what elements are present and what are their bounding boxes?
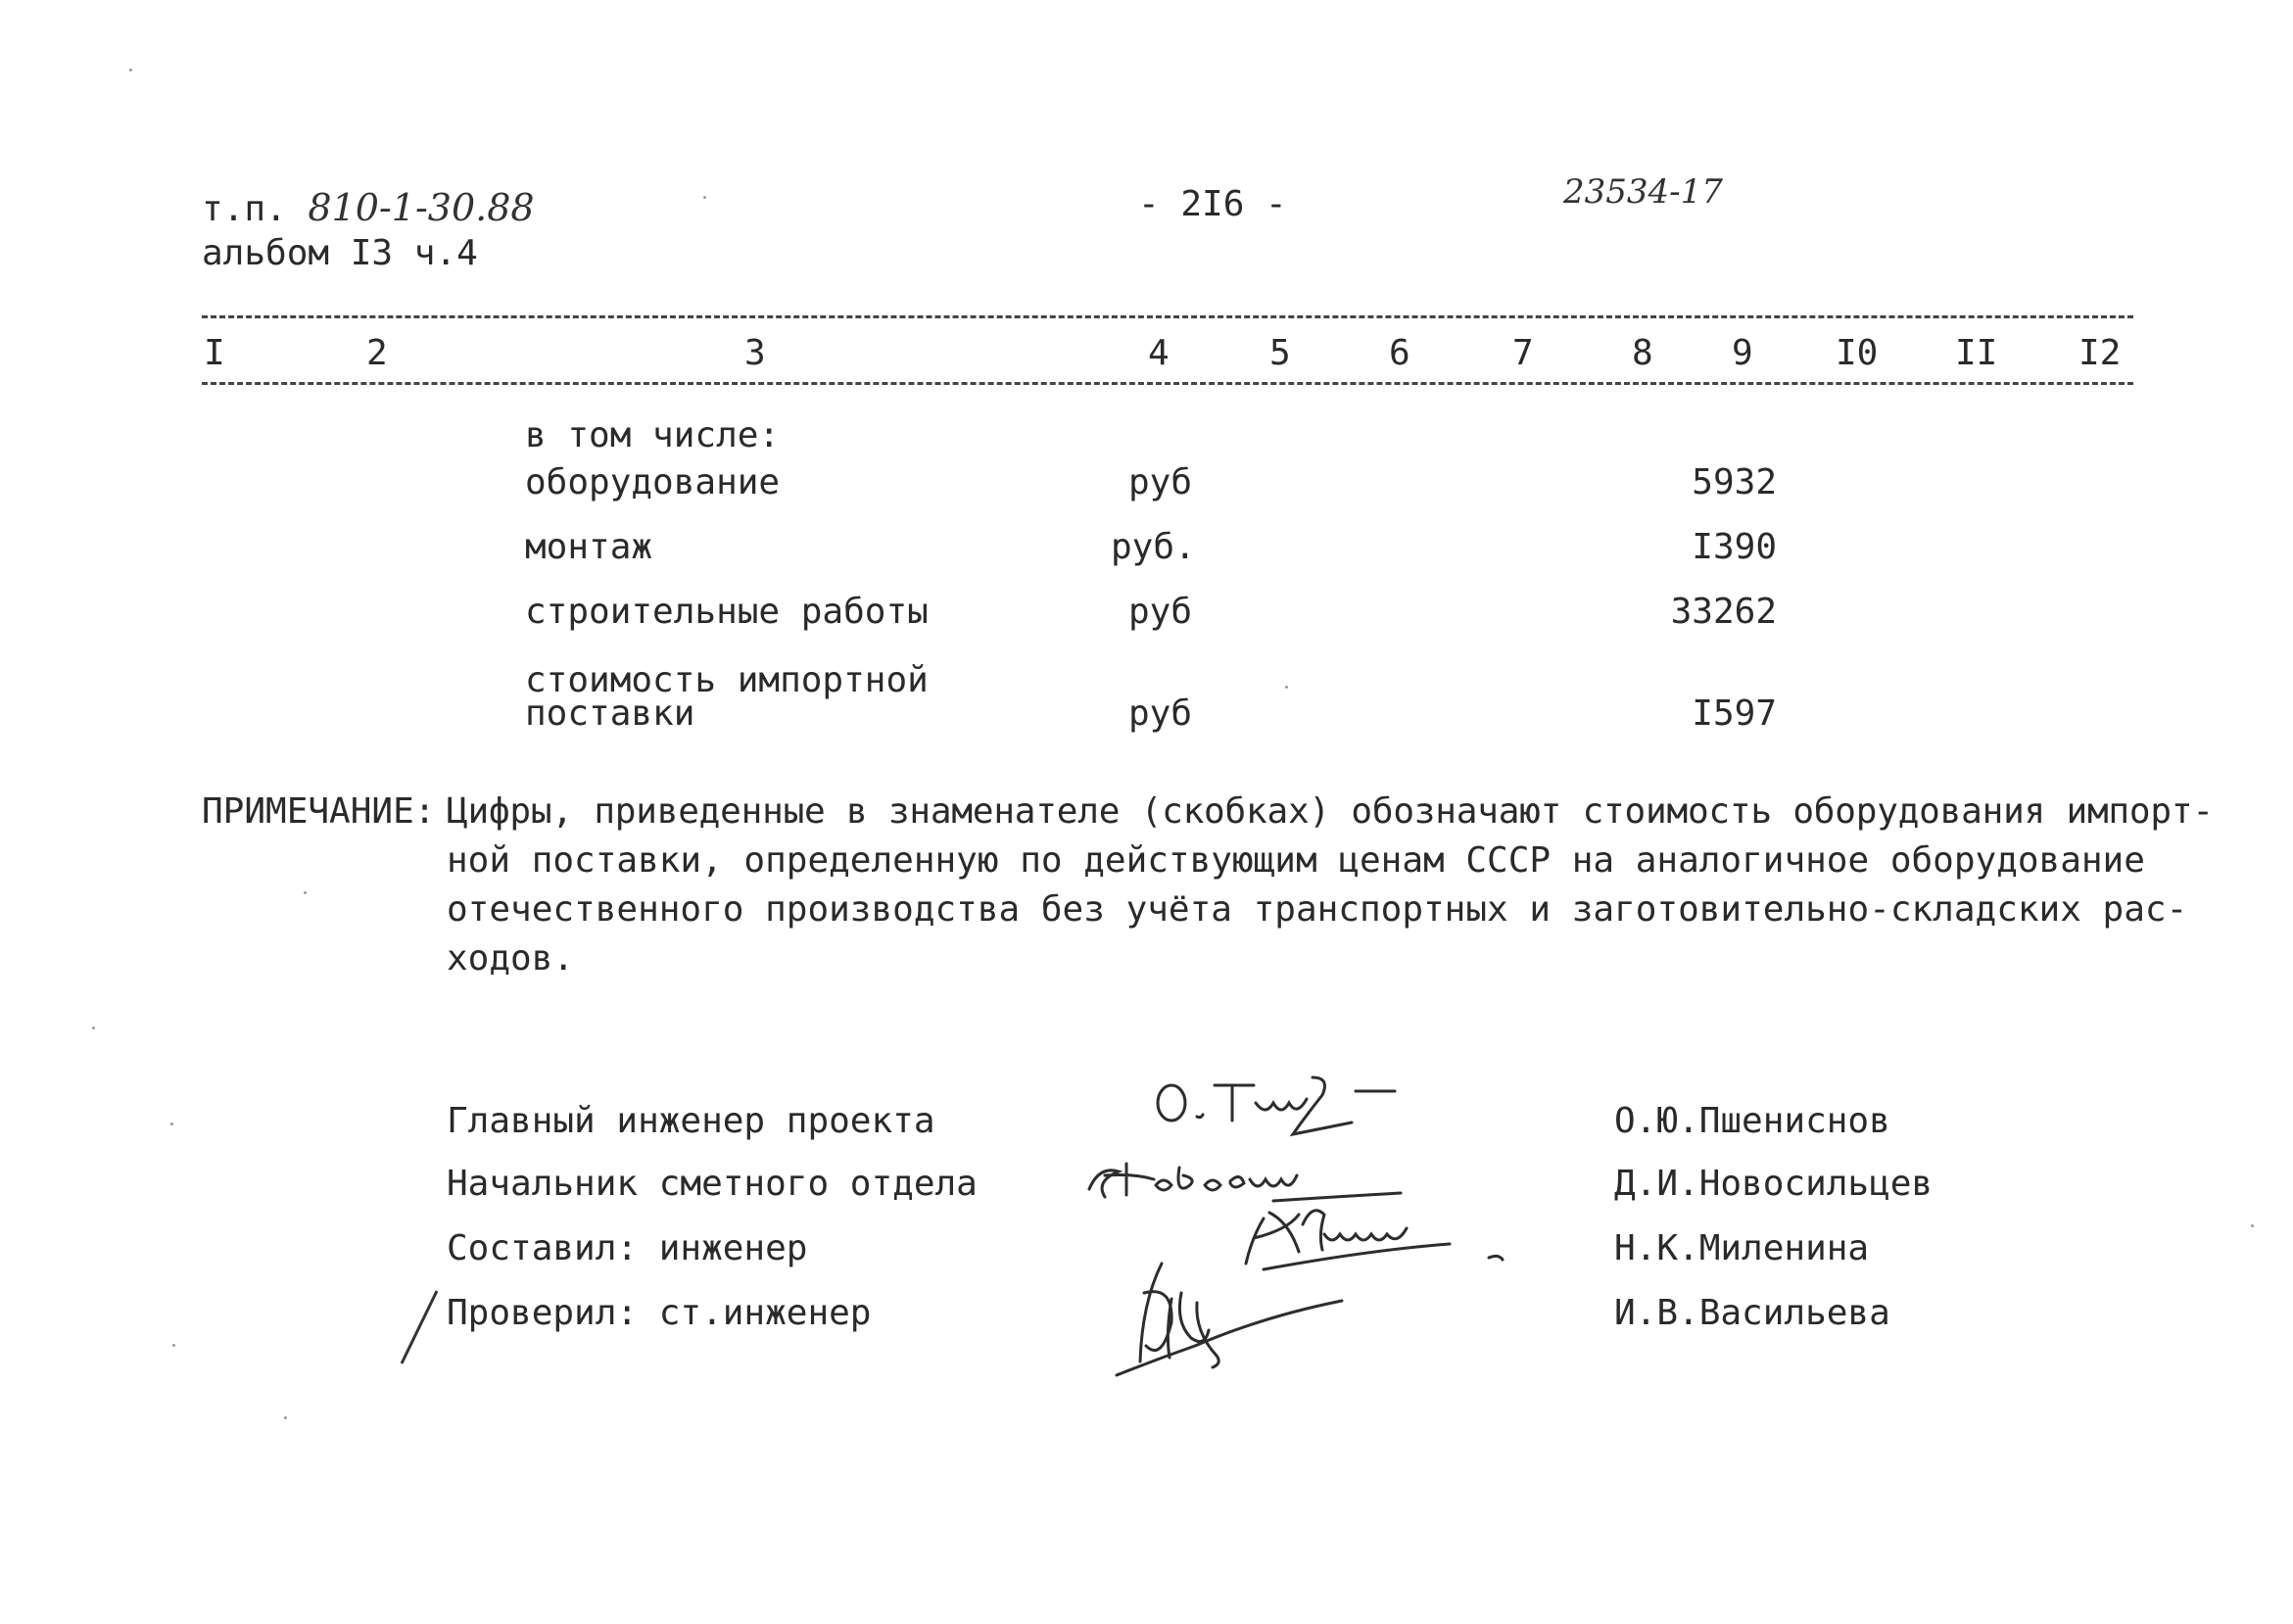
scan-speck xyxy=(304,891,307,894)
column-number: 2 xyxy=(366,333,388,373)
note-line: ной поставки, определенную по действующим ценам СССР на аналогичное оборудование xyxy=(447,840,2145,881)
row-value: 33262 xyxy=(1670,592,1777,632)
signature-1 xyxy=(1158,1077,1395,1134)
import-name-line1: стоимость импортной xyxy=(525,660,929,700)
row-value: I390 xyxy=(1692,527,1777,567)
signature-name: О.Ю.Пшениснов xyxy=(1614,1101,1890,1141)
tp-code-handwritten: 810-1-30.88 xyxy=(308,186,535,229)
signature-name: И.В.Васильева xyxy=(1614,1293,1890,1333)
inventory-number-handwritten: 23534-17 xyxy=(1563,172,1723,212)
note-line: Цифры, приведенные в знаменателе (скобках) обозначают стоимость оборудования импорт- xyxy=(447,791,2214,832)
check-slash-mark xyxy=(402,1291,437,1363)
scan-speck xyxy=(284,1416,287,1419)
column-number: 9 xyxy=(1732,333,1753,373)
note-label: ПРИМЕЧАНИЕ: xyxy=(202,791,436,832)
column-number: II xyxy=(1955,333,1998,373)
signature-name: Н.К.Миленина xyxy=(1614,1228,1870,1268)
row-name: оборудование xyxy=(525,462,781,502)
scan-speck xyxy=(172,1344,175,1347)
signature-3 xyxy=(1246,1211,1503,1269)
page-number: - 2I6 - xyxy=(1138,184,1287,224)
column-number: 6 xyxy=(1389,333,1410,373)
column-number: I0 xyxy=(1836,333,1879,373)
import-unit: руб xyxy=(1128,693,1193,734)
album-label: альбом I3 ч.4 xyxy=(202,233,478,273)
column-number: I xyxy=(204,333,225,373)
scan-speck xyxy=(703,196,706,199)
signature-role: Главный инженер проекта xyxy=(447,1101,935,1141)
row-unit: руб. xyxy=(1111,527,1196,567)
scan-speck xyxy=(2251,1224,2254,1227)
scan-speck xyxy=(1285,686,1288,689)
row-unit: руб xyxy=(1128,592,1193,632)
column-number: I2 xyxy=(2078,333,2122,373)
column-number: 5 xyxy=(1269,333,1291,373)
row-name: строительные работы xyxy=(525,592,929,632)
scan-speck xyxy=(170,1122,173,1125)
scan-speck xyxy=(129,69,132,72)
signature-role: Проверил: ст.инженер xyxy=(447,1293,872,1333)
signature-2 xyxy=(1089,1164,1401,1201)
signature-4 xyxy=(1117,1264,1342,1375)
row-name: монтаж xyxy=(525,527,653,567)
note-line: отечественного производства без учёта транспортных и заготовительно-складских рас- xyxy=(447,889,2188,930)
column-number: 8 xyxy=(1632,333,1653,373)
note-line: ходов. xyxy=(447,938,575,979)
column-number: 7 xyxy=(1512,333,1534,373)
column-number: 3 xyxy=(744,333,766,373)
tp-prefix: т.п. xyxy=(202,189,287,229)
import-name-line2: поставки xyxy=(525,693,695,734)
including-label: в том числе: xyxy=(525,415,781,455)
import-value: I597 xyxy=(1692,693,1777,734)
signature-role: Составил: инженер xyxy=(447,1228,808,1268)
signature-role: Начальник сметного отдела xyxy=(447,1164,978,1204)
column-number: 4 xyxy=(1148,333,1170,373)
row-value: 5932 xyxy=(1692,462,1777,502)
signature-name: Д.И.Новосильцев xyxy=(1614,1164,1934,1204)
row-unit: руб xyxy=(1128,462,1193,502)
scan-speck xyxy=(92,1027,95,1029)
